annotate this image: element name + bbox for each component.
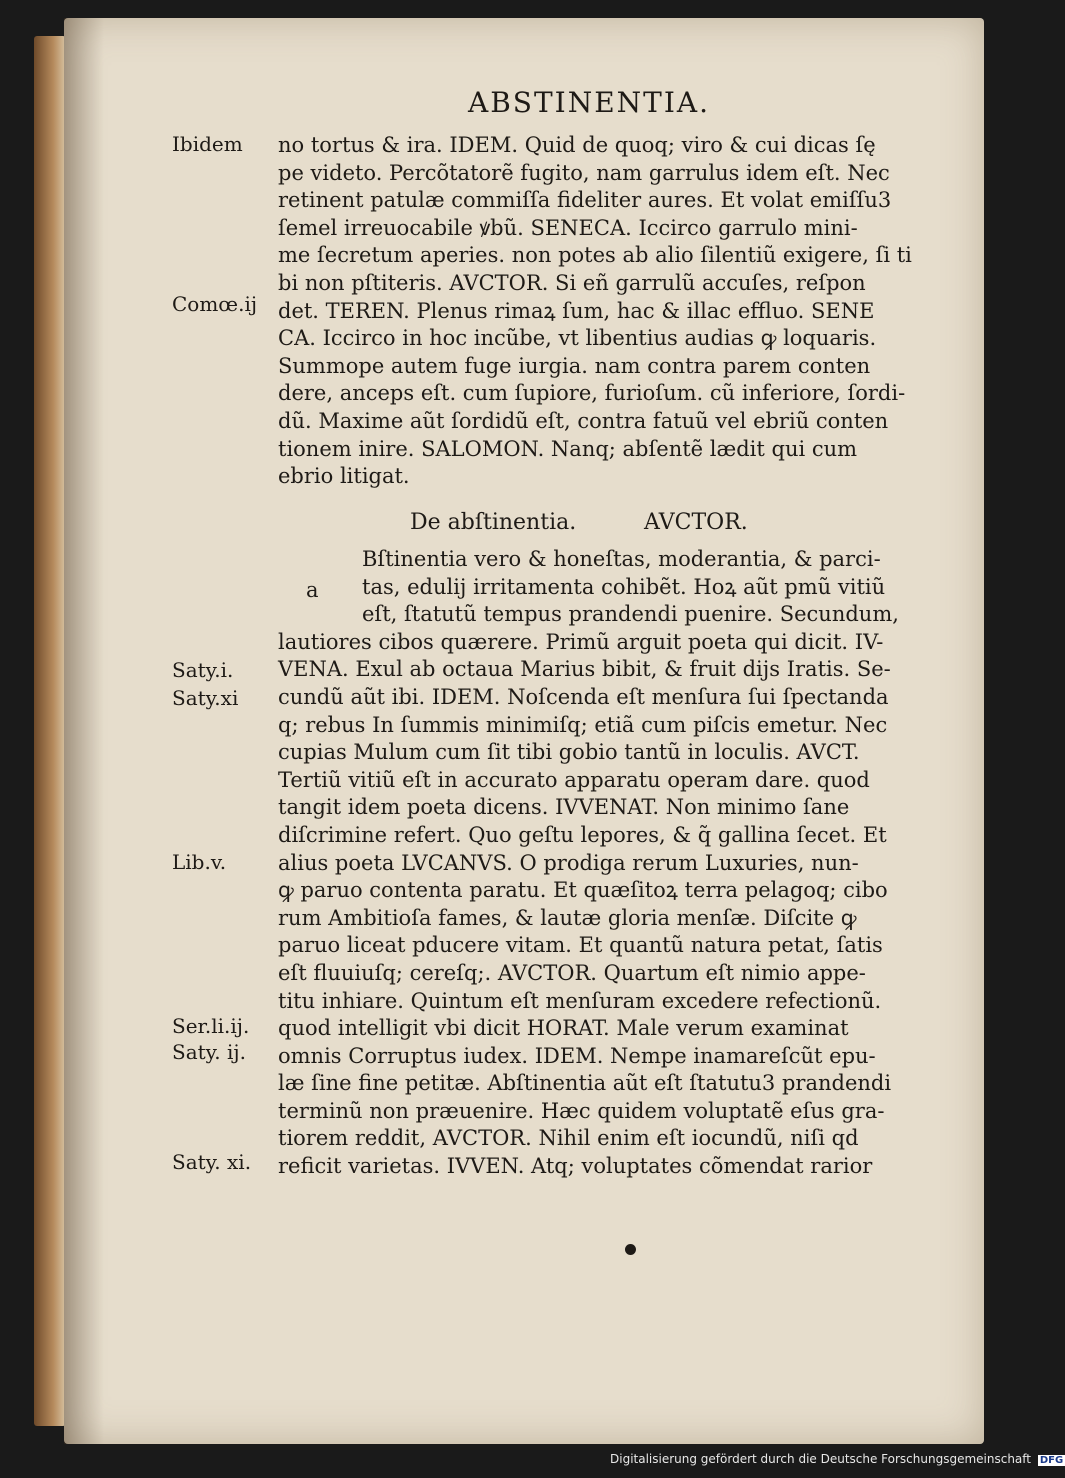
text-line: ꝙ paruo contenta paratu. Et quæſitoꝝ terra pelagoq; cibo xyxy=(278,878,888,903)
book-page-edge xyxy=(34,36,66,1426)
text-block-1 xyxy=(278,132,926,491)
text-line: pe videto. Percõtatorẽ fugito, nam garrulus idem eſt. Nec xyxy=(278,160,890,185)
text-line: dũ. Maxime aũt ſordidũ eſt, contra fatuũ vel ebriũ conten xyxy=(278,408,889,433)
text-line: titu inhiare. Quintum eſt menſuram excedere refectionũ. xyxy=(278,988,882,1013)
text-line: tas, edulij irritamenta cohibẽt. Hoꝝ aũt pmũ vitiũ xyxy=(362,574,886,599)
text-block-2 xyxy=(278,546,926,1181)
text-line: cupias Mulum cum ſit tibi gobio tantũ in loculis. AVCT. xyxy=(278,740,860,765)
text-line: det. TEREN. Plenus rimaꝝ ſum, hac & illac effluo. SENE xyxy=(278,298,875,323)
text-line: VENA. Exul ab octaua Marius bibit, & fruit dijs Iratis. Se- xyxy=(278,657,891,682)
text-line: ſemel irreuocabile ꝟbũ. SENECA. Iccirco garrulo mini- xyxy=(278,215,858,240)
ink-dot xyxy=(625,1244,636,1255)
text-line: q; rebus In ſummis minimiſq; etiã cum piſcis emetur. Nec xyxy=(278,712,888,737)
text-line: dere, anceps eſt. cum ſupiore, furioſum. cũ inferiore, ſordi- xyxy=(278,381,906,406)
text-line: rum Ambitioſa fames, & lautæ gloria menſæ. Diſcite ꝙ xyxy=(278,905,857,930)
text-line: eſt fluuiuſq; cereſq;. AVCTOR. Quartum eſt nimio appe- xyxy=(278,960,866,985)
footer-credit-text: Digitalisierung gefördert durch die Deutsche Forschungsgemeinschaft xyxy=(610,1452,1032,1466)
text-line: alius poeta LVCANVS. O prodiga rerum Luxuries, nun- xyxy=(278,850,859,875)
text-line: terminũ non præuenire. Hæc quidem voluptatẽ eſus gra- xyxy=(278,1098,885,1123)
text-line: Tertiũ vitiũ eſt in accurato apparatu operam dare. quod xyxy=(278,767,870,792)
section-title: De abſtinentia. xyxy=(410,510,577,535)
margin-note-saty-i: Saty.i. xyxy=(172,658,234,682)
text-line: lautiores cibos quærere. Primũ arguit poeta qui dicit. IV- xyxy=(278,629,884,654)
text-line: tiorem reddit, AVCTOR. Nihil enim eſt iocundũ, niſi qd xyxy=(278,1126,859,1151)
text-line: bi non pſtiteris. AVCTOR. Si eñ garrulũ accuſes, reſpon xyxy=(278,270,866,295)
text-line: quod intelligit vbi dicit HORAT. Male verum examinat xyxy=(278,1016,849,1041)
margin-note-saty-xi: Saty.xi xyxy=(172,686,239,710)
text-line: tionem inire. SALOMON. Nanq; abſentẽ lædit qui cum xyxy=(278,436,858,461)
margin-note-lib-v: Lib.v. xyxy=(172,850,227,874)
text-line: diſcrimine refert. Quo geſtu lepores, & q̃ gallina ſecet. Et xyxy=(278,822,887,847)
margin-note-ibidem: Ibidem xyxy=(172,132,243,156)
margin-note-saty-xi-2: Saty. xi. xyxy=(172,1150,252,1174)
text-line: reficit varietas. IVVEN. Atq; voluptates cõmendat rarior xyxy=(278,1154,873,1179)
page-header-title: ABSTINENTIA. xyxy=(468,86,711,119)
initial-letter-marker: a xyxy=(306,578,319,602)
section-author: AVCTOR. xyxy=(644,510,748,535)
text-line: CA. Iccirco in hoc incũbe, vt libentius audias ꝙ loquaris. xyxy=(278,326,877,351)
text-line: paruo liceat pducere vitam. Et quantũ natura petat, ſatis xyxy=(278,933,883,958)
dfg-logo-icon: DFG xyxy=(1039,1455,1064,1466)
text-line: me ſecretum aperies. non potes ab alio ſilentiũ exigere, ſi ti xyxy=(278,243,912,268)
margin-note-saty-ij: Saty. ij. xyxy=(172,1040,246,1064)
text-line: omnis Corruptus iudex. IDEM. Nempe inamareſcũt epu- xyxy=(278,1043,876,1068)
margin-note-ser-lij: Ser.li.ij. xyxy=(172,1014,250,1038)
text-line: tangit idem poeta dicens. IVVENAT. Non minimo ſane xyxy=(278,795,850,820)
margin-note-comoe: Comœ.ij xyxy=(172,292,258,316)
text-line: ebrio litigat. xyxy=(278,464,410,489)
text-line: eſt, ſtatutũ tempus prandendi puenire. Secundum, xyxy=(362,602,899,627)
text-line: Bſtinentia vero & honeſtas, moderantia, & parci- xyxy=(362,547,881,571)
text-line: no tortus & ira. IDEM. Quid de quoq; viro & cui dicas ſę xyxy=(278,133,876,157)
text-line: cundũ aũt ibi. IDEM. Noſcenda eſt menſura ſui ſpectanda xyxy=(278,684,889,709)
text-line: læ ſine fine petitæ. Abſtinentia aũt eſt ſtatutu3 prandendi xyxy=(278,1071,892,1096)
text-line: retinent patulæ commiſſa fideliter aures. Et volat emiſſu3 xyxy=(278,188,892,213)
spine-shadow xyxy=(64,18,104,1444)
text-line: Summope autem fuge iurgia. nam contra parem conten xyxy=(278,353,871,378)
footer-credit xyxy=(610,1452,1065,1466)
